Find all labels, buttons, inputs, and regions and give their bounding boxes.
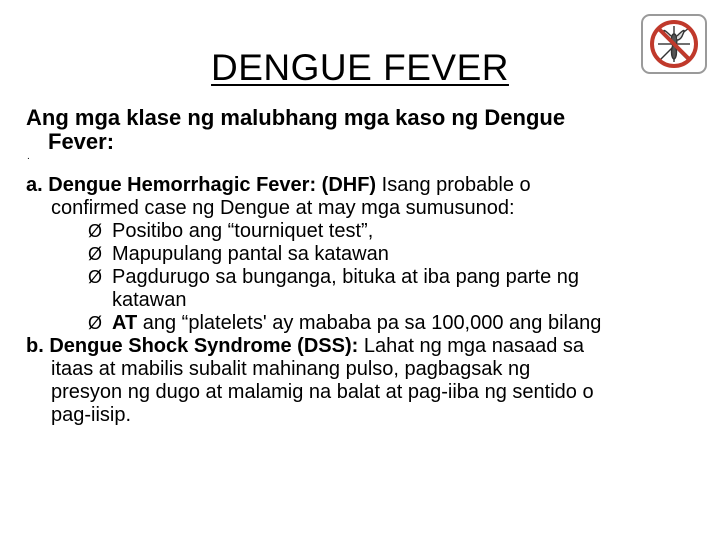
bullet-text: Mapupulang pantal sa katawan — [112, 243, 389, 265]
slide-title: DENGUE FEVER — [211, 47, 509, 88]
intro-line-1: Ang mga klase ng malubhang mga kaso ng Dengue — [26, 105, 566, 130]
intro-heading — [26, 106, 666, 154]
item-a-marker: a. — [26, 174, 43, 196]
item-b-line-4: pag-iisip. — [51, 404, 132, 426]
item-b-heading: Dengue Shock Syndrome (DSS): — [49, 335, 359, 357]
arrow-bullet-icon: Ø — [88, 313, 103, 333]
bullet-bold-text: AT — [112, 312, 138, 334]
item-b-line-2: itaas at mabilis subalit mahinang pulso, pagbagsak ng — [51, 358, 531, 380]
bullet-item — [26, 243, 716, 266]
item-a-heading: Dengue Hemorrhagic Fever: (DHF) — [48, 174, 377, 196]
content-body — [26, 174, 716, 427]
bullet-item — [26, 220, 716, 243]
bullet-text: Positibo ang “tourniquet test”, — [112, 220, 374, 242]
bullet-text-continued: katawan — [112, 289, 187, 311]
item-b-line-1 — [26, 335, 716, 358]
stray-dot: . — [27, 151, 30, 162]
bullet-text: Pagdurugo sa bunganga, bituka at iba pang parte ng — [112, 266, 580, 288]
arrow-bullet-icon: Ø — [88, 267, 103, 287]
item-b-marker: b. — [26, 335, 44, 357]
item-b-line-3: presyon ng dugo at malamig na balat at pag-iiba ng sentido o — [51, 381, 594, 403]
item-b-text-1: Lahat ng mga nasaad sa — [358, 335, 585, 357]
bullet-item — [26, 312, 716, 335]
intro-line-2: Fever: — [48, 129, 115, 154]
bullet-item — [26, 266, 716, 289]
item-a-text-1: Isang probable o — [376, 174, 531, 196]
item-a-line-1 — [26, 174, 716, 197]
no-mosquito-icon — [641, 14, 707, 74]
arrow-bullet-icon: Ø — [88, 221, 103, 241]
arrow-bullet-icon: Ø — [88, 244, 103, 264]
bullet-text: ang “platelets' ay mababa pa sa 100,000 ang bilang — [137, 312, 602, 334]
item-a-line-2: confirmed case ng Dengue at may mga sumusunod: — [51, 197, 515, 219]
